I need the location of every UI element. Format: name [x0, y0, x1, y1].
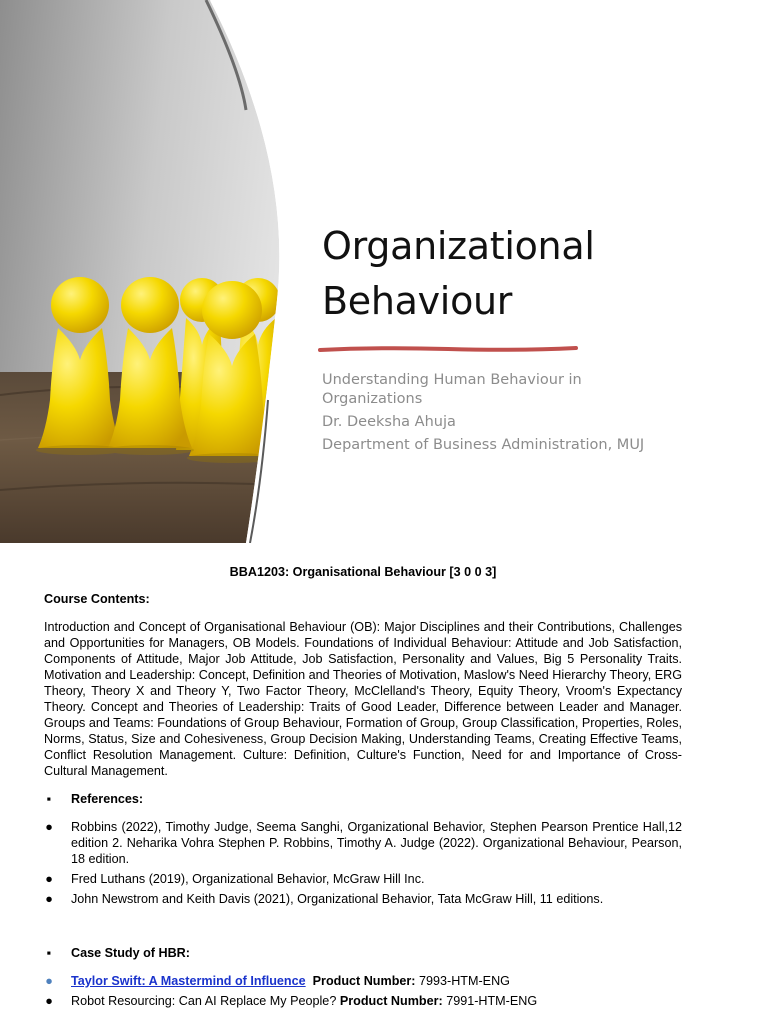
reference-item	[44, 871, 682, 887]
reference-text: John Newstrom and Keith Davis (2021), Organizational Behavior, Tata McGraw Hill, 11 editions.	[71, 892, 604, 906]
square-bullet-icon: ▪	[46, 946, 52, 960]
references-heading	[44, 791, 682, 807]
course-contents-label: Course Contents:	[44, 592, 150, 606]
course-code-title: BBA1203: Organisational Behaviour [3 0 0 3]	[229, 565, 497, 579]
round-bullet-icon: ●	[45, 994, 53, 1008]
references-list	[44, 819, 682, 907]
product-number: 7993-HTM-ENG	[419, 974, 510, 988]
hbr-case-item	[44, 973, 682, 989]
cover-title-line2: Behaviour	[322, 279, 513, 323]
hbr-label: Case Study of HBR:	[71, 946, 190, 960]
product-number-label: Product Number:	[339, 994, 443, 1008]
hbr-case-list	[44, 973, 682, 1009]
references-label: References:	[71, 792, 144, 806]
reference-text: Robbins (2022), Timothy Judge, Seema Sanghi, Organizational Behavior, Stephen Pearson Prentice Hall,12 edition 2. Neharika Vohra Stephen P. Robbins, Timothy A. Judge (2022). Organizational Behaviour, Pearson, 18 edition.	[71, 820, 682, 866]
square-bullet-icon: ▪	[46, 792, 52, 806]
reference-item	[44, 891, 682, 907]
department-name: Department of Business Administration, MUJ	[322, 437, 645, 453]
round-bullet-icon: ●	[45, 892, 53, 906]
subtitle-line1: Understanding Human Behaviour in	[322, 372, 582, 388]
reference-text: Fred Luthans (2019), Organizational Behavior, McGraw Hill Inc.	[71, 872, 425, 886]
round-bullet-icon: ●	[45, 974, 53, 988]
hbr-case-link[interactable]: Taylor Swift: A Mastermind of Influence	[71, 974, 306, 988]
product-number: 7991-HTM-ENG	[446, 994, 538, 1008]
course-document	[44, 556, 682, 1013]
hbr-heading-list	[44, 945, 682, 961]
round-bullet-icon: ●	[45, 872, 53, 886]
course-contents-text: Introduction and Concept of Organisational Behaviour (OB): Major Disciplines and their Contributions, Challenges and Opportunities for Managers, OB Models. Foundations of Individual Behaviour: Attitude and Job Satisfaction, Components of Attitude, Major Job Attitude, Job Satisfaction, Personality and Values, Big 5 Personality Traits. Motivation and Leadership: Concept, Definition and Theories of Motivation, Maslow's Need Hierarchy Theory, ERG Theory, Theory X and Theory Y, Two Factor Theory, McClelland's Theory, Equity Theory, Vroom's Expectancy Theory. Concept and Theories of Leadership: Traits of Good Leader, Difference between Leader and Manager. Groups and Teams: Foundations of Group Behaviour, Formation of Group, Group Classification, Properties, Roles, Norms, Status, Size and Cohesiveness, Group Decision Making, Understanding Teams, Creating Effective Teams, Conflict Resolution Management. Culture: Definition, Culture's Function, Need for and Importance of Cross-Cultural Management.	[44, 620, 683, 778]
title-underline	[318, 343, 580, 355]
references-heading-list	[44, 791, 682, 807]
reference-item	[44, 819, 682, 867]
hbr-case-title: Robot Resourcing: Can AI Replace My People?	[71, 994, 337, 1008]
subtitle-line2: Organizations	[322, 391, 423, 407]
cover-subtitle	[322, 371, 742, 455]
hbr-case-item	[44, 993, 682, 1009]
cover-title	[322, 219, 742, 329]
cover-title-line1: Organizational	[322, 224, 595, 268]
round-bullet-icon: ●	[45, 820, 53, 834]
hbr-heading	[44, 945, 682, 961]
author-name: Dr. Deeksha Ahuja	[322, 414, 456, 430]
product-number-label: Product Number:	[312, 974, 416, 988]
